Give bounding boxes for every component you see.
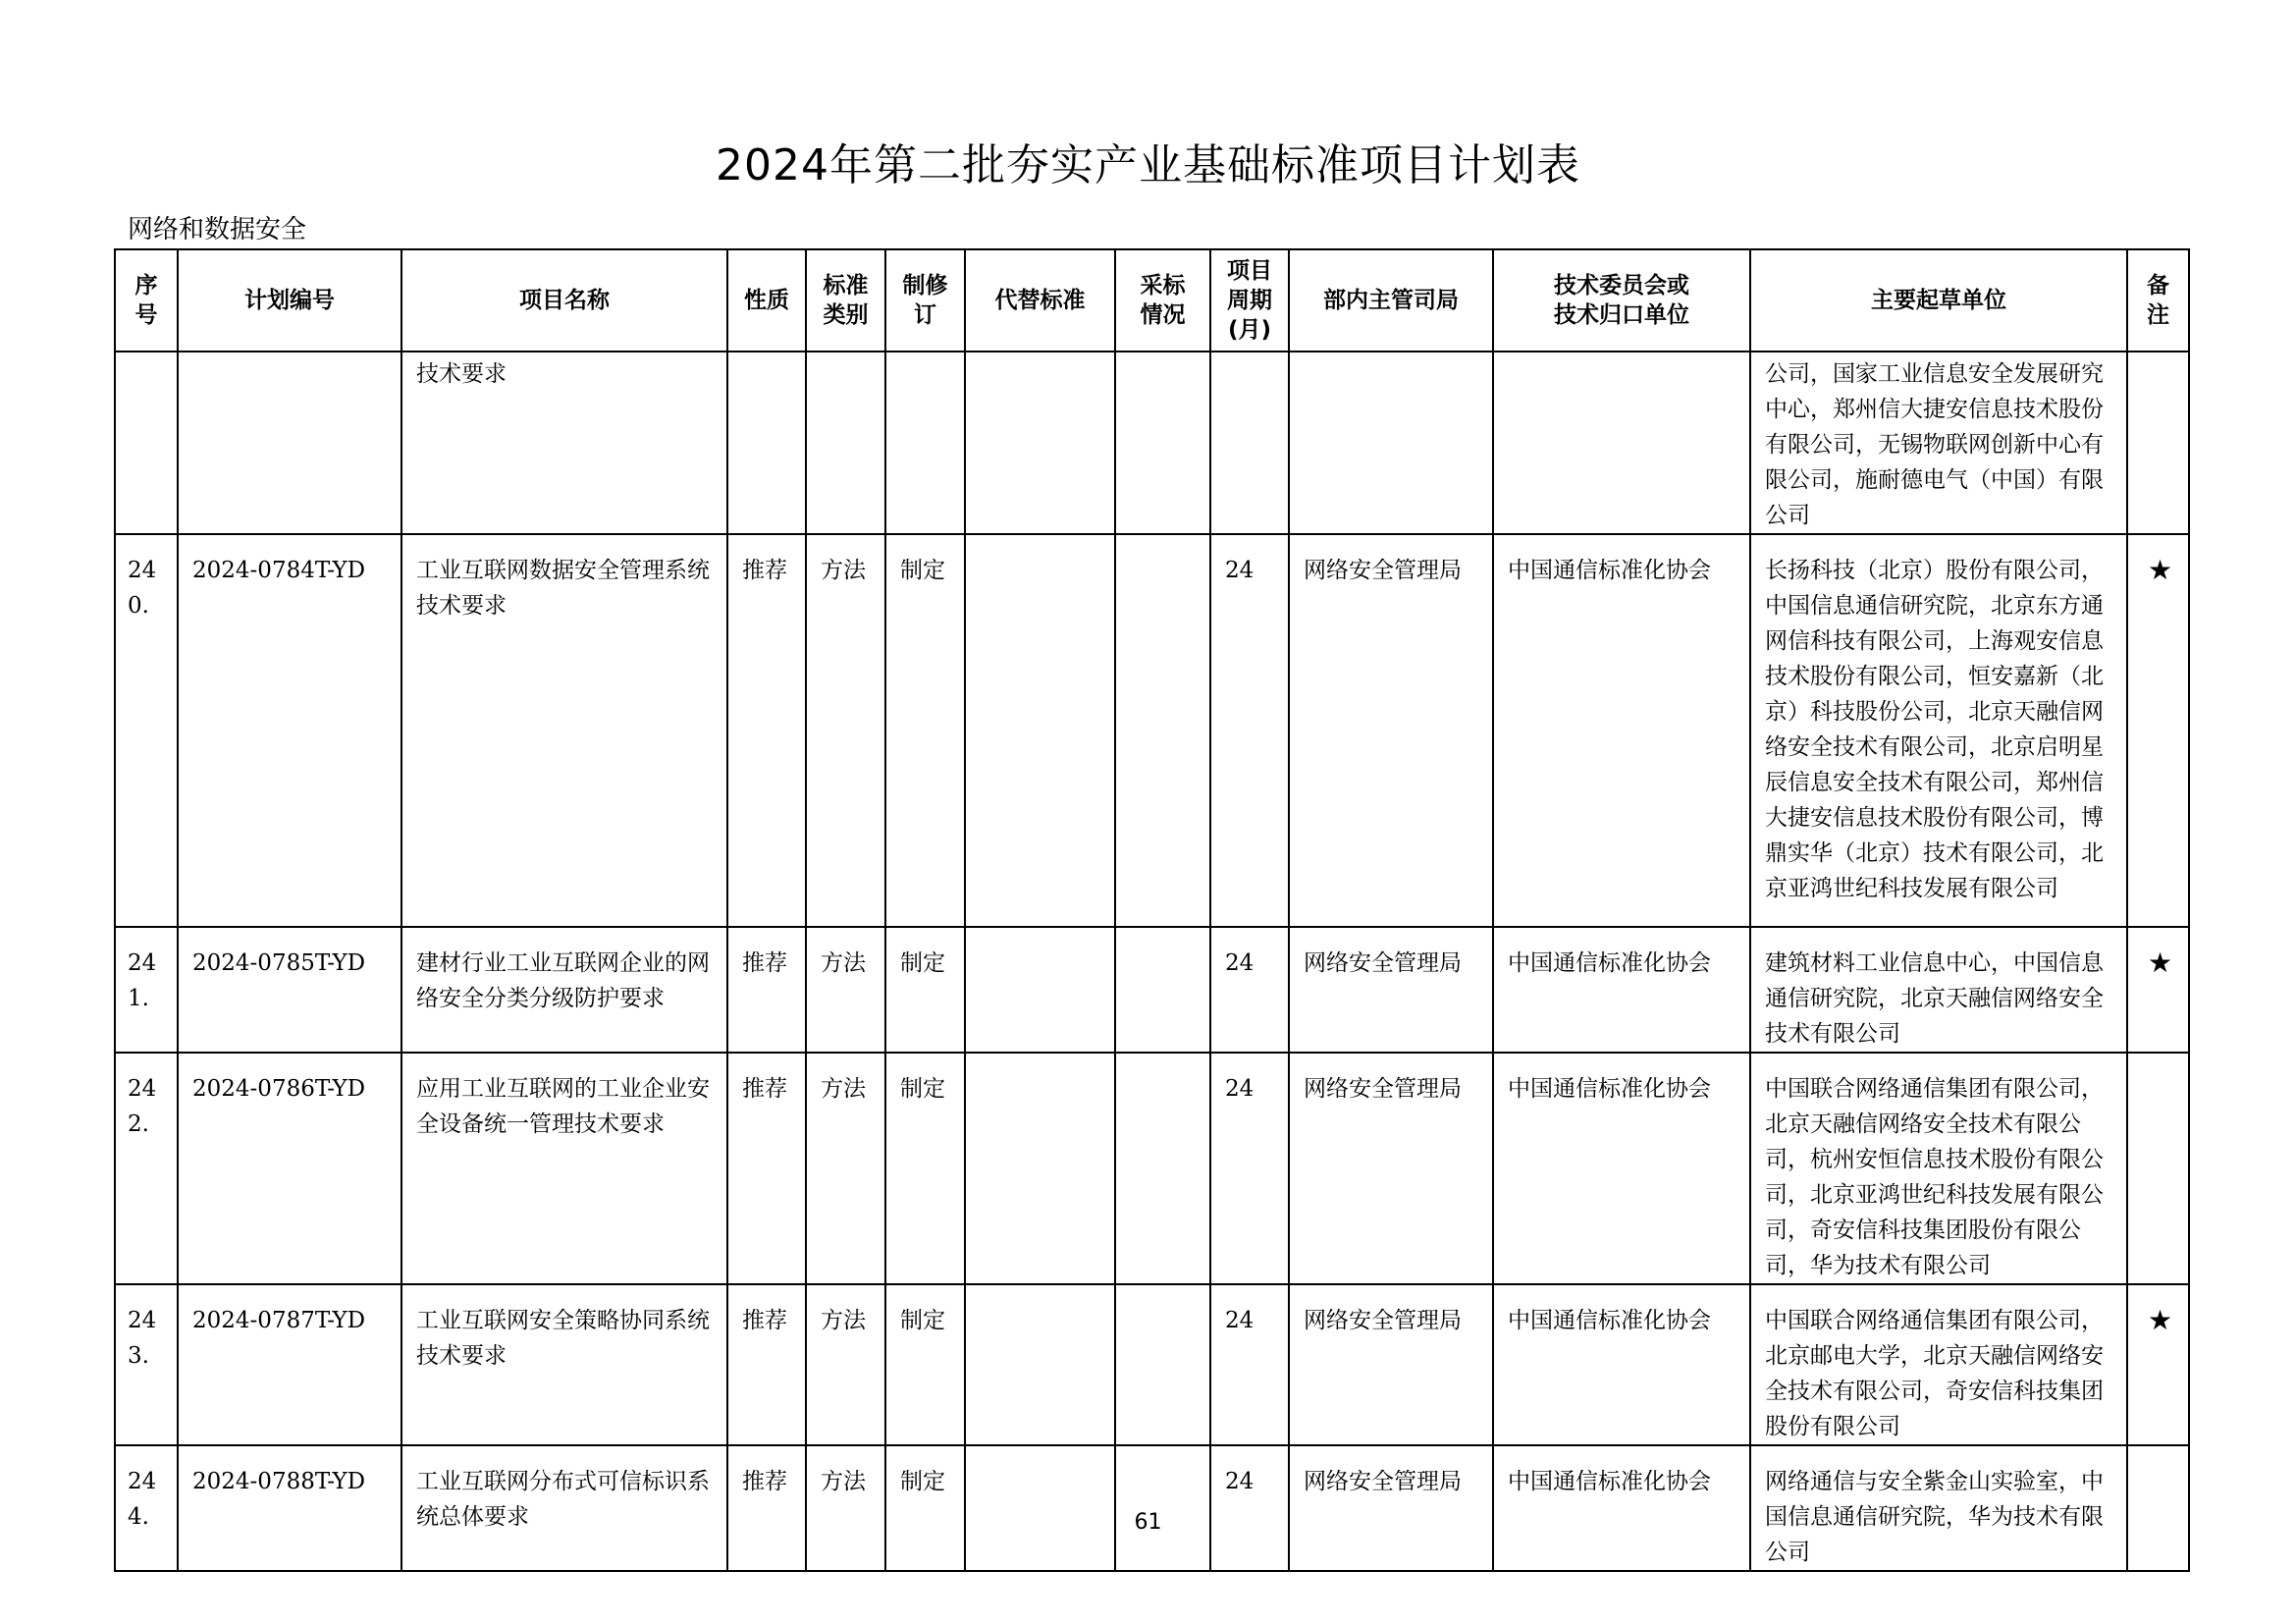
header-name: 项目名称 [401, 249, 727, 352]
cell-category: 方法 [806, 1284, 885, 1445]
cell-replace [965, 1445, 1115, 1571]
cell-dept: 网络安全管理局 [1289, 1053, 1493, 1284]
cell-remark [2127, 1445, 2189, 1571]
cell-replace [965, 927, 1115, 1053]
cell-committee: 中国通信标准化协会 [1493, 1284, 1750, 1445]
cell-remark-star: ★ [2127, 927, 2189, 1053]
cell-dept: 网络安全管理局 [1289, 1284, 1493, 1445]
header-period: 项目 周期 (月) [1210, 249, 1289, 352]
cell-period: 24 [1210, 1284, 1289, 1445]
cell-nature: 推荐 [727, 1284, 806, 1445]
cell-drafter: 中国联合网络通信集团有限公司，北京邮电大学，北京天融信网络安全技术有限公司，奇安信科技集团股份有限公司 [1750, 1284, 2127, 1445]
cell-revise: 制定 [885, 1445, 965, 1571]
section-heading: 网络和数据安全 [128, 215, 307, 244]
cell-plan-no: 2024-0788T-YD [178, 1445, 401, 1571]
cell-category: 方法 [806, 927, 885, 1053]
cell-nature: 推荐 [727, 534, 806, 927]
cell-plan-no: 2024-0786T-YD [178, 1053, 401, 1284]
cell-plan-no: 2024-0787T-YD [178, 1284, 401, 1445]
cell-nature: 推荐 [727, 1053, 806, 1284]
table-row [115, 927, 2189, 1053]
cell-name: 技术要求 [401, 352, 727, 534]
header-committee: 技术委员会或 技术归口单位 [1493, 249, 1750, 352]
cell-dept: 网络安全管理局 [1289, 927, 1493, 1053]
cell-seq: 243. [115, 1284, 178, 1445]
cell-revise: 制定 [885, 1284, 965, 1445]
table-header-row [115, 249, 2189, 352]
cell-period: 24 [1210, 534, 1289, 927]
cell-category: 方法 [806, 1445, 885, 1571]
cell-plan-no: 2024-0784T-YD [178, 534, 401, 927]
cell-drafter: 中国联合网络通信集团有限公司，北京天融信网络安全技术有限公司，杭州安恒信息技术股份有限公司，北京亚鸿世纪科技发展有限公司，奇安信科技集团股份有限公司，华为技术有限公司 [1750, 1053, 2127, 1284]
cell-drafter: 网络通信与安全紫金山实验室，中国信息通信研究院，华为技术有限公司 [1750, 1445, 2127, 1571]
cell-category: 方法 [806, 1053, 885, 1284]
cell-name: 工业互联网分布式可信标识系统总体要求 [401, 1445, 727, 1571]
cell-replace [965, 1284, 1115, 1445]
standards-plan-table [114, 248, 2190, 1572]
cell-committee: 中国通信标准化协会 [1493, 1445, 1750, 1571]
table-row-continued [115, 352, 2189, 534]
cell-seq: 240. [115, 534, 178, 927]
cell-nature: 推荐 [727, 1445, 806, 1571]
cell-drafter: 长扬科技（北京）股份有限公司，中国信息通信研究院，北京东方通网信科技有限公司，上海观安信息技术股份有限公司，恒安嘉新（北京）科技股份公司，北京天融信网络安全技术有限公司，北京启明星辰信息安全技术有限公司，郑州信大捷安信息技术股份有限公司，博鼎实华（北京）技术有限公司，北京亚鸿世纪科技发展有限公司 [1750, 534, 2127, 927]
cell-adopt [1115, 1053, 1210, 1284]
table-row [115, 534, 2189, 927]
cell-plan-no: 2024-0785T-YD [178, 927, 401, 1053]
cell-dept: 网络安全管理局 [1289, 534, 1493, 927]
cell-committee: 中国通信标准化协会 [1493, 1053, 1750, 1284]
cell-dept: 网络安全管理局 [1289, 1445, 1493, 1571]
table-row [115, 1445, 2189, 1571]
table-row [115, 1053, 2189, 1284]
cell-period: 24 [1210, 927, 1289, 1053]
cell-committee: 中国通信标准化协会 [1493, 927, 1750, 1053]
cell-period: 24 [1210, 1445, 1289, 1571]
cell-drafter: 公司，国家工业信息安全发展研究中心，郑州信大捷安信息技术股份有限公司，无锡物联网创新中心有限公司，施耐德电气（中国）有限公司 [1750, 352, 2127, 534]
cell-seq: 244. [115, 1445, 178, 1571]
cell-remark-star: ★ [2127, 534, 2189, 927]
header-replace: 代替标准 [965, 249, 1115, 352]
cell-name: 工业互联网数据安全管理系统技术要求 [401, 534, 727, 927]
cell-remark-star: ★ [2127, 1284, 2189, 1445]
header-drafter: 主要起草单位 [1750, 249, 2127, 352]
header-category: 标准 类别 [806, 249, 885, 352]
cell-seq: 242. [115, 1053, 178, 1284]
header-remark: 备 注 [2127, 249, 2189, 352]
cell-adopt [1115, 1284, 1210, 1445]
cell-revise: 制定 [885, 1053, 965, 1284]
cell-name: 工业互联网安全策略协同系统技术要求 [401, 1284, 727, 1445]
cell-replace [965, 534, 1115, 927]
header-plan-no: 计划编号 [178, 249, 401, 352]
cell-name: 建材行业工业互联网企业的网络安全分类分级防护要求 [401, 927, 727, 1053]
header-seq: 序 号 [115, 249, 178, 352]
cell-category: 方法 [806, 534, 885, 927]
header-revise: 制修 订 [885, 249, 965, 352]
page-number: 61 [1134, 1510, 1162, 1535]
header-adopt: 采标 情况 [1115, 249, 1210, 352]
cell-nature: 推荐 [727, 927, 806, 1053]
page-title: 2024年第二批夯实产业基础标准项目计划表 [716, 140, 1580, 190]
cell-adopt [1115, 1445, 1210, 1571]
cell-drafter: 建筑材料工业信息中心，中国信息通信研究院，北京天融信网络安全技术有限公司 [1750, 927, 2127, 1053]
cell-period: 24 [1210, 1053, 1289, 1284]
cell-name: 应用工业互联网的工业企业安全设备统一管理技术要求 [401, 1053, 727, 1284]
header-dept: 部内主管司局 [1289, 249, 1493, 352]
cell-seq: 241. [115, 927, 178, 1053]
table-row [115, 1284, 2189, 1445]
cell-revise: 制定 [885, 534, 965, 927]
cell-replace [965, 1053, 1115, 1284]
cell-adopt [1115, 534, 1210, 927]
cell-adopt [1115, 927, 1210, 1053]
cell-remark [2127, 1053, 2189, 1284]
cell-revise: 制定 [885, 927, 965, 1053]
cell-committee: 中国通信标准化协会 [1493, 534, 1750, 927]
header-nature: 性质 [727, 249, 806, 352]
